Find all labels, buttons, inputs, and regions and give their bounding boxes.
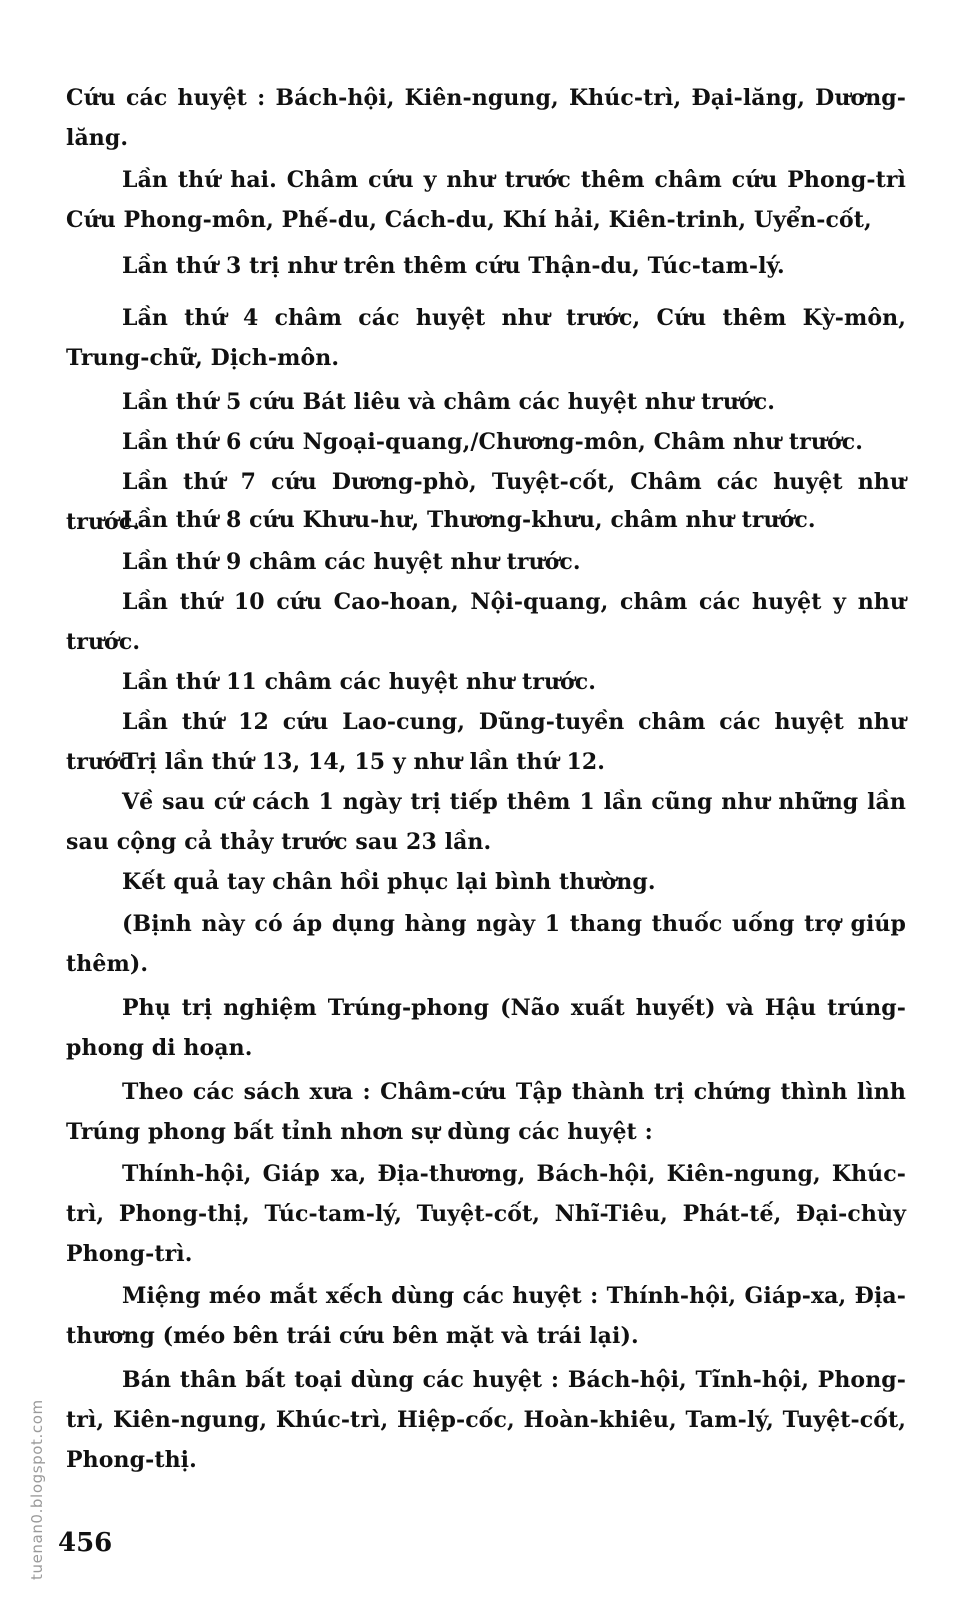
paragraph-ve-sau: Về sau cứ cách 1 ngày trị tiếp thêm 1 lần cũng như những lần sau cộng cả thảy trước sau 23 lần. bbox=[66, 789, 906, 855]
paragraph-lan-thu-8: Lần thứ 8 cứu Khưu-hư, Thương-khưu, châm như trước. bbox=[122, 507, 816, 533]
watermark: tuenan0.blogspot.com bbox=[28, 1399, 46, 1580]
paragraph-binh-nay: (Bịnh này có áp dụng hàng ngày 1 thang thuốc uống trợ giúp thêm). bbox=[66, 911, 906, 977]
paragraph-mieng-meo: Miệng méo mắt xếch dùng các huyệt : Thính-hội, Giáp-xa, Địa-thương (méo bên trái cứu bên mặt và trái lại). bbox=[66, 1283, 906, 1349]
paragraph-lan-thu-5: Lần thứ 5 cứu Bát liêu và châm các huyệt như trước. bbox=[122, 389, 776, 415]
paragraph-lan-thu-3: Lần thứ 3 trị như trên thêm cứu Thận-du, Túc-tam-lý. bbox=[122, 253, 785, 279]
paragraph-tri-lan-13-14-15: Trị lần thứ 13, 14, 15 y như lần thứ 12. bbox=[122, 749, 606, 775]
section-heading-trung-phong: Phụ trị nghiệm Trúng-phong (Não xuất huyết) và Hậu trúng-phong di hoạn. bbox=[66, 995, 906, 1061]
paragraph-ban-than: Bán thân bất toại dùng các huyệt : Bách-hội, Tĩnh-hội, Phong-trì, Kiên-ngung, Khúc-trì, Hiệp-cốc, Hoàn-khiêu, Tam-lý, Tuyệt-cốt, Phong-thị. bbox=[66, 1367, 906, 1473]
paragraph-theo-cac-sach-xua: Theo các sách xưa : Châm-cứu Tập thành trị chứng thình lình Trúng phong bất tỉnh nhơn sự dùng các huyệt : bbox=[66, 1079, 906, 1145]
paragraph-lan-thu-6: Lần thứ 6 cứu Ngoại-quang,/Chương-môn, Châm như trước. bbox=[122, 429, 863, 455]
paragraph-lan-thu-9: Lần thứ 9 châm các huyệt như trước. bbox=[122, 549, 581, 575]
paragraph-lan-thu-4: Lần thứ 4 châm các huyệt như trước, Cứu thêm Kỳ-môn, Trung-chữ, Dịch-môn. bbox=[66, 305, 906, 371]
page-number: 456 bbox=[58, 1528, 113, 1558]
paragraph-lan-thu-hai: Lần thứ hai. Châm cứu y như trước thêm châm cứu Phong-trì Cứu Phong-môn, Phế-du, Cách-du, Khí hải, Kiên-trinh, Uyển-cốt, bbox=[66, 167, 906, 233]
paragraph-ket-qua: Kết quả tay chân hồi phục lại bình thường. bbox=[122, 869, 656, 895]
paragraph-lan-thu-11: Lần thứ 11 châm các huyệt như trước. bbox=[122, 669, 597, 695]
paragraph-cuu-cac-huyet: Cứu các huyệt : Bách-hội, Kiên-ngung, Khúc-trì, Đại-lăng, Dương-lăng. bbox=[66, 85, 906, 151]
paragraph-lan-thu-10: Lần thứ 10 cứu Cao-hoan, Nội-quang, châm các huyệt y như trước. bbox=[66, 589, 906, 655]
paragraph-lan-thu-12: Lần thứ 12 cứu Lao-cung, Dũng-tuyền châm các huyệt như trước bbox=[66, 709, 906, 775]
paragraph-thinh-hoi-list: Thính-hội, Giáp xa, Địa-thương, Bách-hội, Kiên-ngung, Khúc-trì, Phong-thị, Túc-tam-lý, Tuyệt-cốt, Nhĩ-Tiêu, Phát-tế, Đại-chùy Phong-trì. bbox=[66, 1161, 906, 1267]
paragraph-lan-thu-7: Lần thứ 7 cứu Dương-phò, Tuyệt-cốt, Châm các huyệt như trước. bbox=[66, 469, 906, 535]
